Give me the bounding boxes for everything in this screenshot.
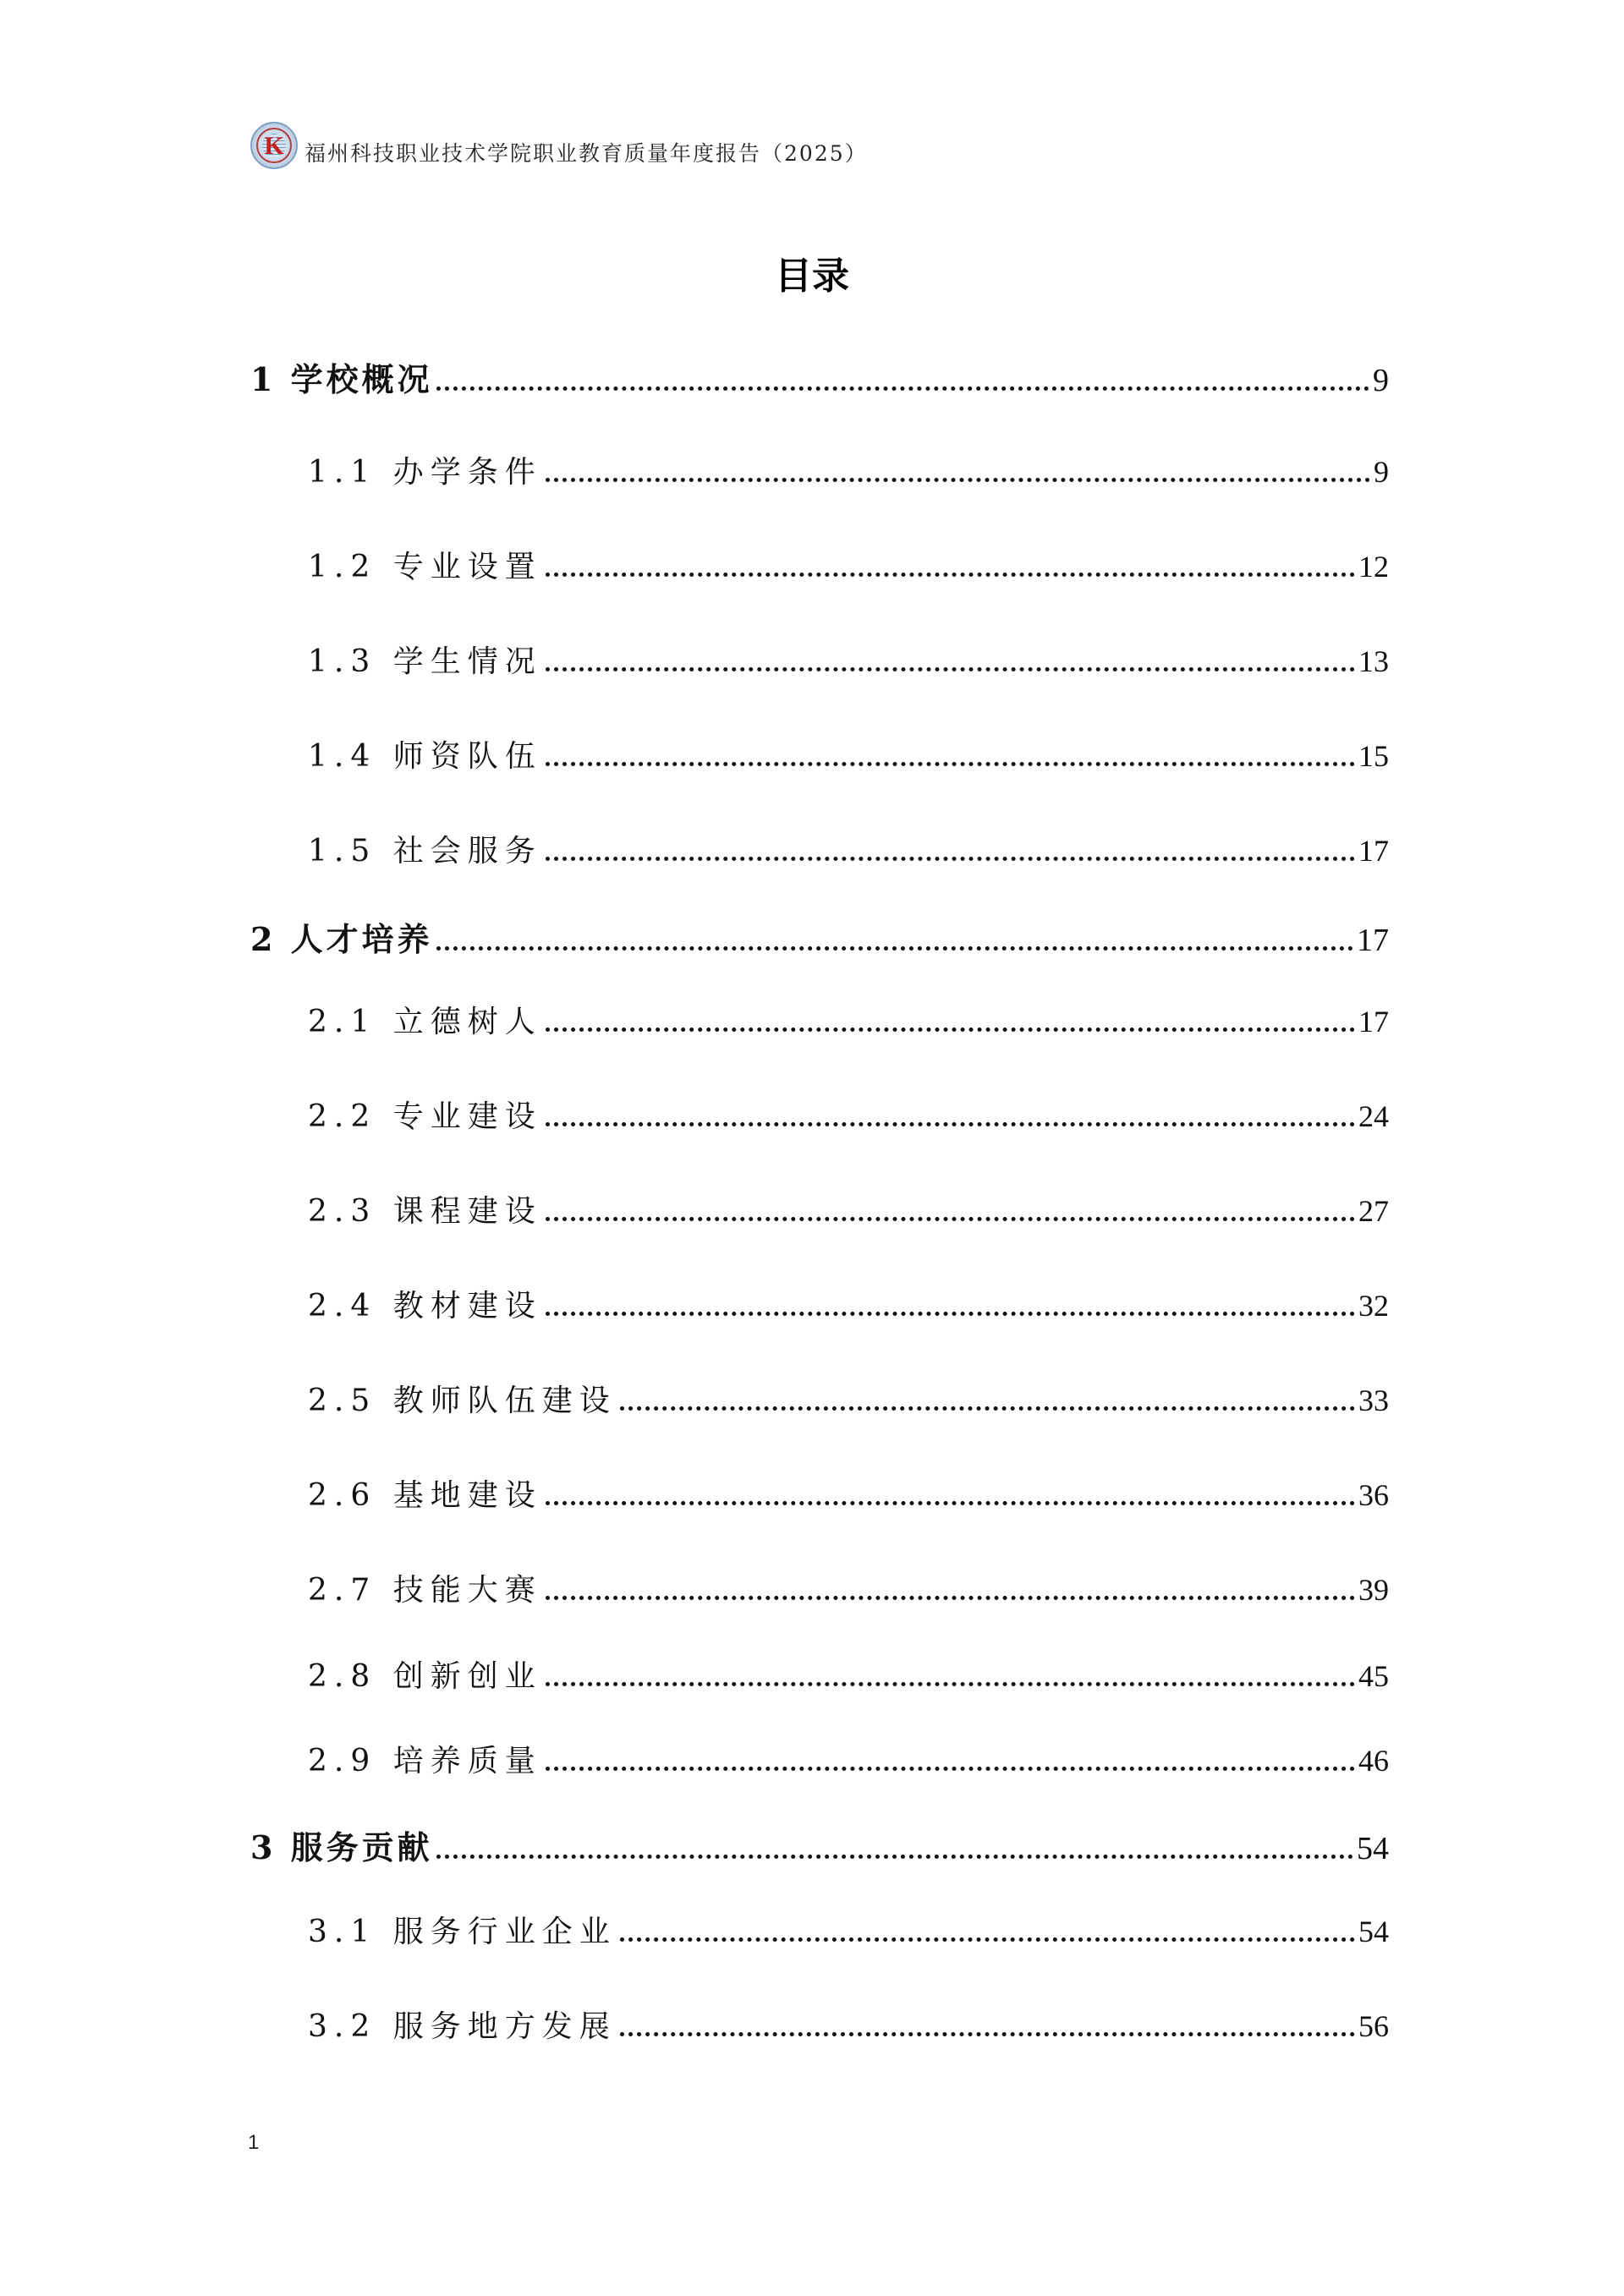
dot-leader: [546, 1312, 1355, 1316]
toc-entry-page: 24: [1358, 1099, 1389, 1133]
toc-entry-label: 2.7 技能大赛: [308, 1573, 542, 1608]
toc-entry-page: 46: [1358, 1744, 1389, 1778]
dot-leader: [620, 1406, 1355, 1411]
dot-leader: [620, 1937, 1355, 1942]
toc-entry-page: 17: [1357, 923, 1389, 958]
emblem-letter: K: [264, 132, 284, 160]
toc-entry-page: 32: [1358, 1289, 1389, 1323]
dot-leader: [546, 1596, 1355, 1600]
toc-entry-page: 33: [1358, 1384, 1389, 1417]
dot-leader: [546, 1682, 1355, 1686]
dot-leader: [620, 2032, 1355, 2036]
dot-leader: [546, 762, 1355, 766]
dot-leader: [436, 386, 1369, 391]
toc-entry-2-6[interactable]: [308, 1471, 1389, 1515]
toc-entry-page: 17: [1358, 1005, 1389, 1038]
toc-entry-label: 2.8 创新创业: [308, 1659, 542, 1694]
toc-entry-2-7[interactable]: [308, 1566, 1389, 1609]
toc-entry-label: 1.2 专业设置: [308, 550, 542, 584]
toc-entry-3-2[interactable]: [308, 2003, 1389, 2046]
toc-entry-3-1[interactable]: [308, 1908, 1389, 1951]
report-title: 福州科技职业技术学院职业教育质量年度报告（2025）: [304, 141, 868, 166]
toc-entry-2-2[interactable]: [308, 1093, 1389, 1136]
toc-entry-label: 2.2 专业建设: [308, 1099, 542, 1134]
dot-leader: [546, 1122, 1355, 1126]
toc-entry-label: 3.1 服务行业企业: [308, 1915, 617, 1949]
toc-entry-2-4[interactable]: [308, 1282, 1389, 1325]
toc-entry-3[interactable]: [250, 1822, 1389, 1868]
toc-entry-label: 2.6 基地建设: [308, 1478, 542, 1513]
toc-entry-page: 54: [1357, 1831, 1389, 1866]
toc-entry-2-3[interactable]: [308, 1187, 1389, 1230]
toc-entry-label: 2.9 培养质量: [308, 1744, 542, 1778]
toc-entry-1-1[interactable]: [308, 448, 1389, 491]
toc-entry-page: 12: [1358, 550, 1389, 584]
dot-leader: [546, 857, 1355, 861]
toc-entry-label: 1.4 师资队伍: [308, 739, 542, 774]
toc-entry-label: 3.2 服务地方发展: [308, 2009, 617, 2044]
toc-entry-page: 54: [1358, 1915, 1389, 1948]
toc-entry-page: 36: [1358, 1478, 1389, 1512]
toc-entry-2-5[interactable]: [308, 1377, 1389, 1420]
toc-entry-page: 56: [1358, 2009, 1389, 2043]
dot-leader: [436, 1855, 1353, 1859]
dot-leader: [546, 573, 1355, 577]
toc-entry-page: 27: [1358, 1194, 1389, 1228]
toc-entry-1-5[interactable]: [308, 827, 1389, 870]
toc-heading: 目录: [775, 255, 849, 298]
toc-entry-2[interactable]: [250, 913, 1389, 960]
dot-leader: [546, 1027, 1355, 1032]
toc-entry-page: 13: [1358, 644, 1389, 678]
toc-entry-label: 1.3 学生情况: [308, 644, 542, 679]
toc-entry-page: 39: [1358, 1573, 1389, 1607]
school-emblem-icon: [250, 122, 298, 169]
dot-leader: [436, 946, 1353, 951]
toc-entry-1-4[interactable]: [308, 732, 1389, 775]
dot-leader: [546, 667, 1355, 671]
toc-entry-2-1[interactable]: [308, 998, 1389, 1041]
toc-entry-label: 1.5 社会服务: [308, 834, 542, 869]
toc-entry-page: 17: [1358, 834, 1389, 868]
toc-entry-label: 2 人才培养: [250, 920, 433, 958]
dot-leader: [546, 478, 1370, 482]
page-header: [250, 118, 868, 169]
toc-entry-2-9[interactable]: [308, 1737, 1389, 1780]
toc-entry-label: 2.5 教师队伍建设: [308, 1384, 617, 1418]
dot-leader: [546, 1767, 1355, 1771]
dot-leader: [546, 1501, 1355, 1505]
toc-entry-1-3[interactable]: [308, 638, 1389, 681]
toc-entry-label: 1.1 办学条件: [308, 455, 542, 490]
toc-entry-label: 3 服务贡献: [250, 1828, 433, 1866]
toc-entry-2-8[interactable]: [308, 1652, 1389, 1696]
toc-entry-1-2[interactable]: [308, 543, 1389, 586]
dot-leader: [546, 1217, 1355, 1221]
toc-entry-page: 9: [1374, 455, 1389, 489]
toc-entry-label: 1 学校概况: [250, 360, 433, 398]
toc-entry-label: 2.3 课程建设: [308, 1194, 542, 1229]
toc-entry-page: 9: [1373, 363, 1389, 398]
toc-entry-label: 2.4 教材建设: [308, 1289, 542, 1323]
toc-entry-page: 45: [1358, 1659, 1389, 1693]
toc-entry-1[interactable]: [250, 353, 1389, 400]
toc-entry-label: 2.1 立德树人: [308, 1005, 542, 1039]
page-number: 1: [248, 2131, 260, 2154]
toc-entry-page: 15: [1358, 739, 1389, 773]
